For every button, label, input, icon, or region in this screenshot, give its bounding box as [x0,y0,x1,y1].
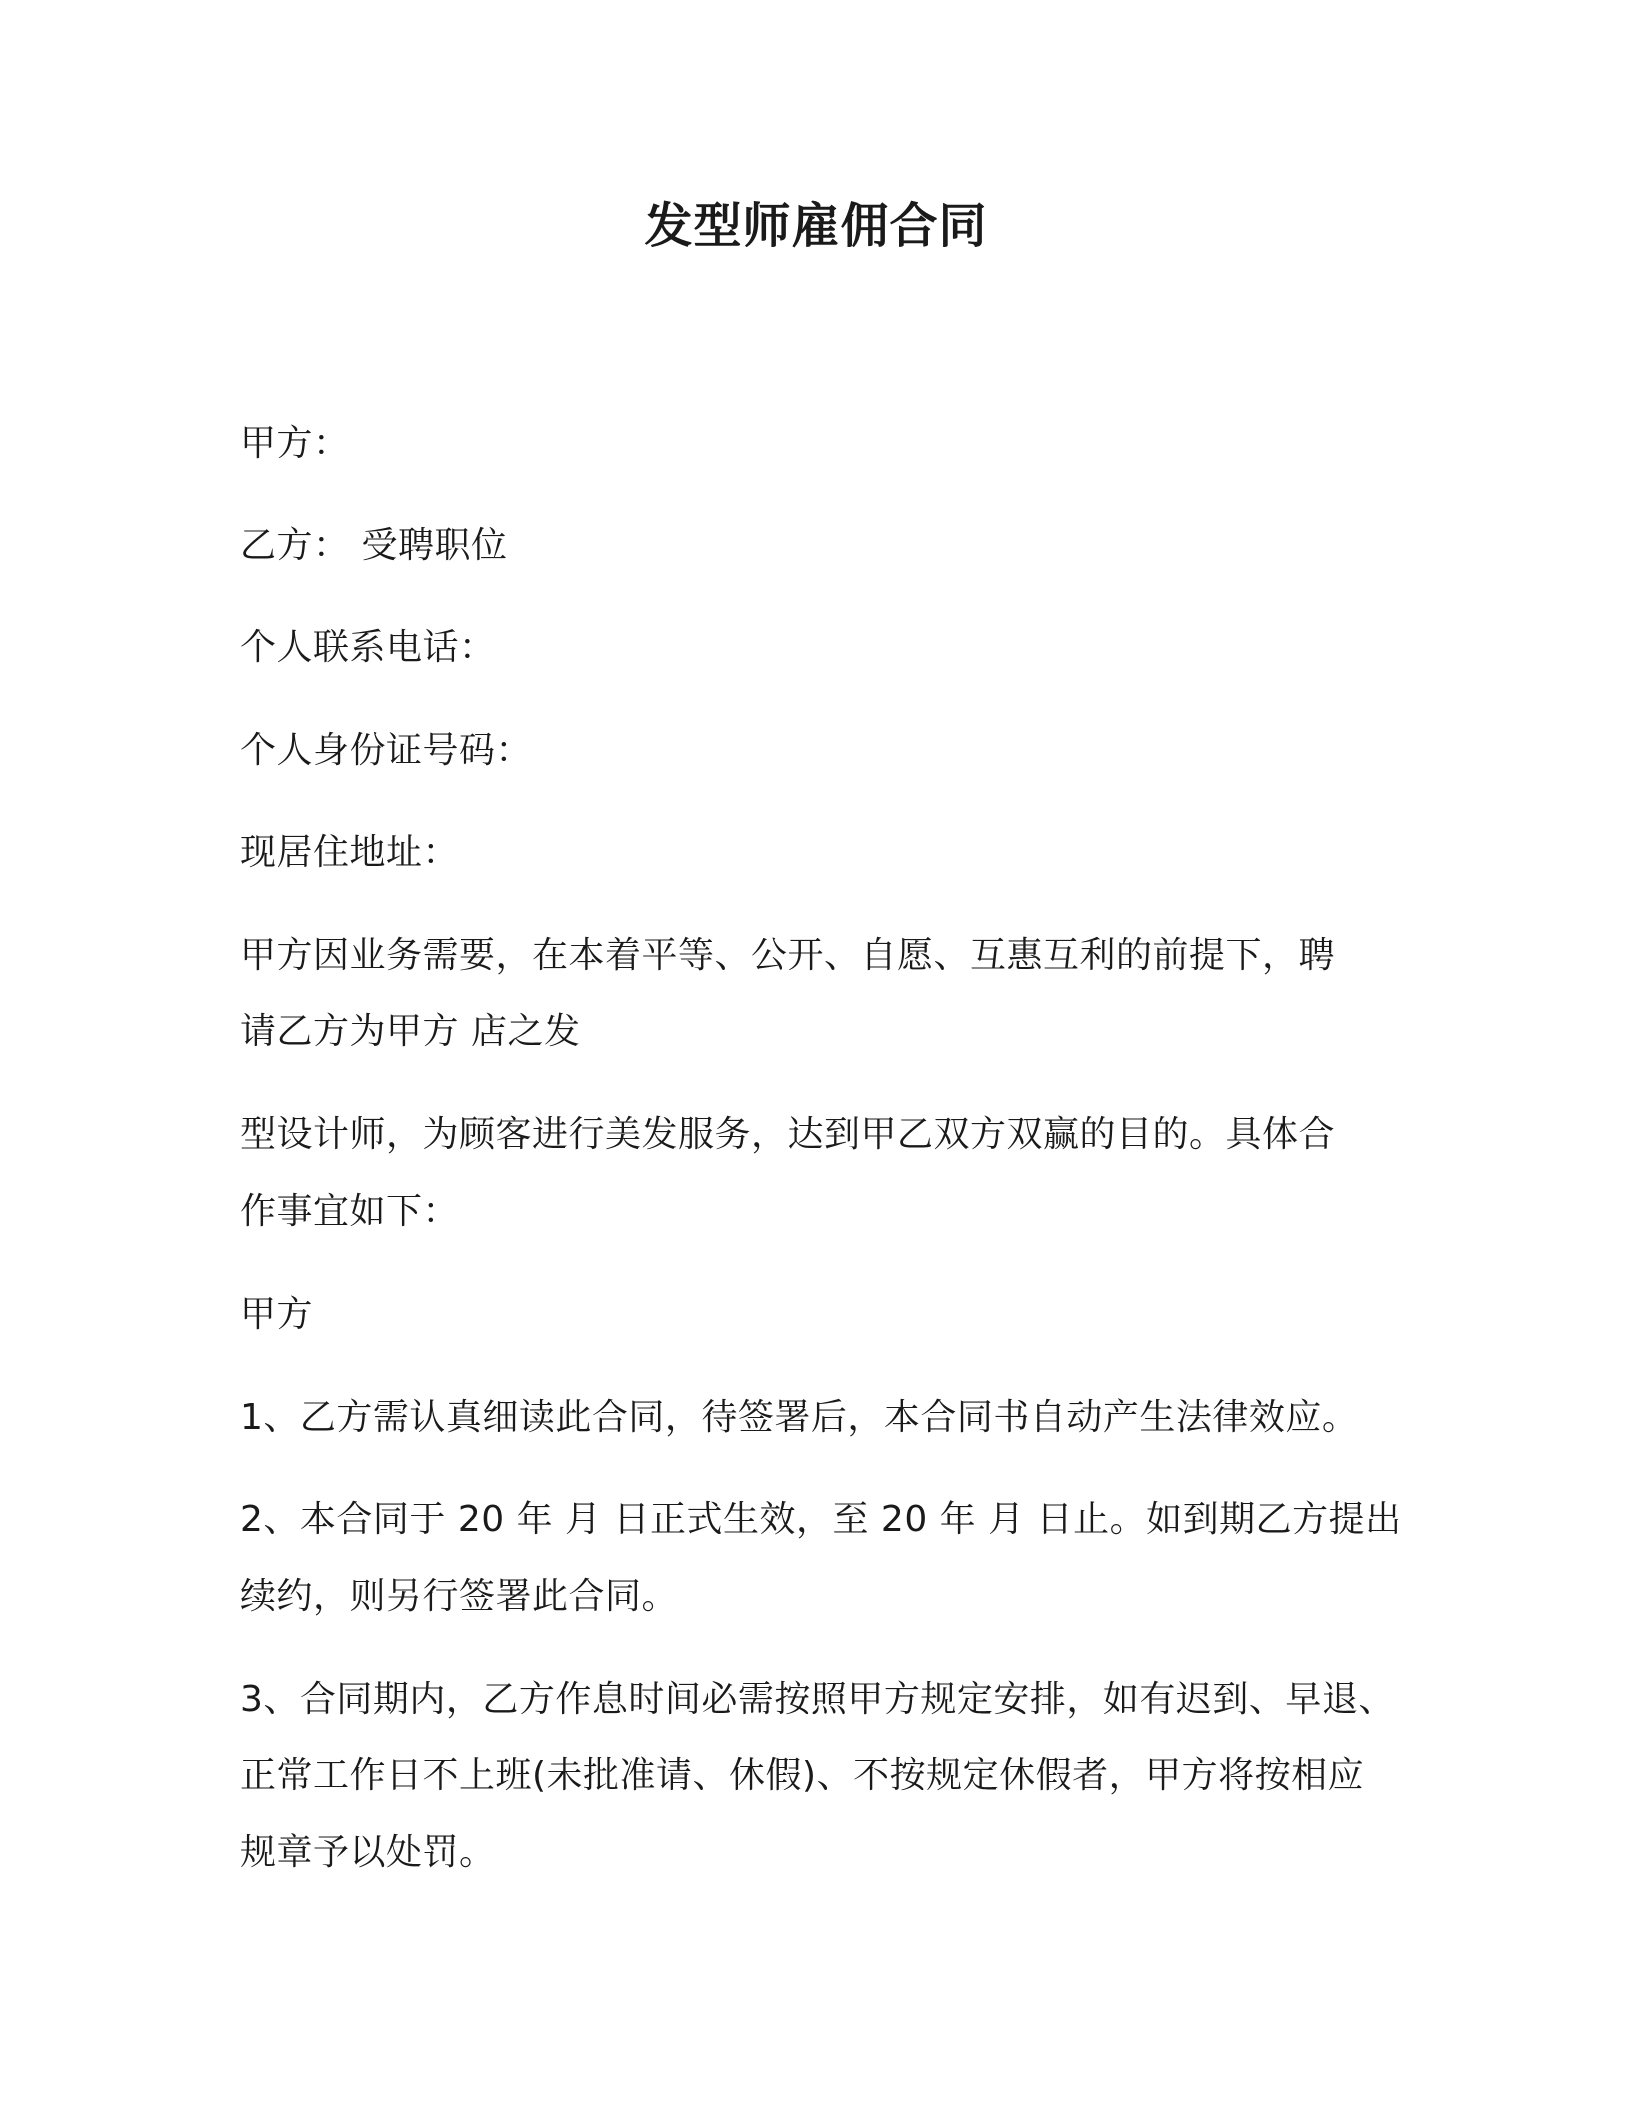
party-b-field: 乙方： 受聘职位 [240,525,508,566]
party-a-field: 甲方： [240,423,350,464]
intro-line: 型设计师，为顾客进行美发服务，达到甲乙双方双赢的目的。具体合 [240,1114,1336,1155]
document-title: 发型师雇佣合同 [644,198,988,254]
clause-2-line: 续约，则另行签署此合同。 [240,1576,679,1617]
intro-line: 甲方因业务需要，在本着平等、公开、自愿、互惠互利的前提下，聘 [240,935,1336,976]
clause-1-line: 1、乙方需认真细读此合同，待签署后，本合同书自动产生法律效应。 [240,1397,1359,1438]
id-number-field: 个人身份证号码： [240,730,533,771]
intro-line: 作事宜如下： [240,1191,460,1232]
clause-3-line: 规章予以处罚。 [240,1832,496,1873]
address-field: 现居住地址： [240,832,460,873]
phone-field: 个人联系电话： [240,627,496,668]
clause-3-line: 正常工作日不上班(未批准请、休假)、不按规定休假者，甲方将按相应 [240,1755,1365,1796]
clause-2-line: 2、本合同于 20 年 月 日正式生效，至 20 年 月 日止。如到期乙方提出 [240,1499,1402,1540]
intro-line: 请乙方为甲方 店之发 [240,1011,581,1052]
section-heading: 甲方 [240,1294,314,1335]
clause-3-line: 3、合同期内，乙方作息时间必需按照甲方规定安排，如有迟到、早退、 [240,1679,1395,1720]
